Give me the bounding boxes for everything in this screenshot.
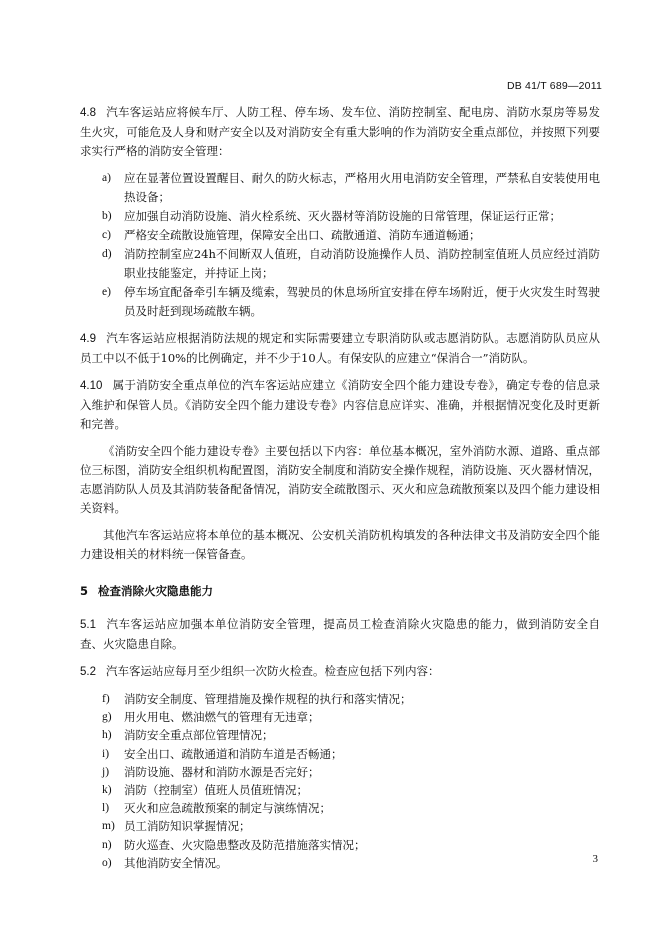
list-marker: e) (102, 286, 111, 298)
list-item (80, 854, 600, 872)
document-body (80, 103, 600, 880)
list-item (80, 726, 600, 744)
list-marker: g) (102, 711, 112, 724)
list-marker: l) (102, 802, 110, 815)
section-number: 5 (80, 584, 89, 598)
clause-4-9 (80, 329, 600, 368)
list-marker: j) (102, 765, 110, 778)
list-marker: i) (102, 747, 110, 760)
clause-5-2-list (80, 690, 600, 872)
list-item (80, 169, 600, 207)
clause-number: 5.2 (80, 666, 96, 678)
clause-5-2 (80, 662, 600, 682)
list-item-text: 消防（控制室）值班人员值班情况； (124, 783, 308, 798)
clause-5-1 (80, 615, 600, 654)
list-marker: k) (102, 784, 112, 797)
clause-number: 5.1 (80, 619, 96, 631)
list-item-text: 员工消防知识掌握情况； (124, 819, 251, 834)
clause-4-8-list (80, 169, 600, 321)
clause-4-10-paragraph-3: 其他汽车客运站应将本单位的基本概况、公安机关消防机构填发的各种法律文书及消防安全四个能力建设相关的材料统一保管备查。 (80, 528, 600, 561)
list-marker: b) (102, 210, 112, 222)
list-item (80, 836, 600, 854)
list-marker: h) (102, 729, 112, 742)
section-title: 检查消除火灾隐患能力 (98, 584, 214, 598)
list-item (80, 226, 600, 245)
clause-4-10 (80, 376, 600, 434)
list-item (80, 690, 600, 708)
list-marker: d) (102, 248, 112, 260)
clause-number: 4.8 (80, 107, 96, 119)
list-item-text: 灭火和应急疏散预案的制定与演练情况； (124, 801, 331, 816)
list-item (80, 283, 600, 321)
list-item-text: 停车场宜配备牵引车辆及缆索，驾驶员的休息场所宜安排在停车场附近，便于火灾发生时驾驶员及时赶到现场疏散车辆。 (124, 285, 600, 318)
list-item (80, 745, 600, 763)
clause-text: 汽车客运站应将候车厅、人防工程、停车场、发车位、消防控制室、配电房、消防水泵房等易发生火灾，可能危及人身和财产安全以及对消防安全有重大影响的作为消防安全重点部位，并按照下列要求实行严格的消防安全管理： (80, 105, 600, 158)
list-item-text: 严格安全疏散设施管理，保障安全出口、疏散通道、消防车通道畅通； (124, 228, 481, 242)
list-item (80, 207, 600, 226)
list-item (80, 245, 600, 283)
list-item-text: 消防控制室应24h不间断双人值班，自动消防设施操作人员、消防控制室值班人员应经过消防职业技能鉴定，并持证上岗； (124, 247, 600, 280)
list-item-text: 消防安全重点部位管理情况； (124, 728, 274, 743)
section-5-heading (80, 582, 600, 601)
list-item (80, 799, 600, 817)
list-item-text: 应加强自动消防设施、消火栓系统、灭火器材等消防设施的日常管理，保证运行正常； (124, 209, 561, 223)
list-item (80, 763, 600, 781)
list-marker: m) (102, 820, 115, 833)
clause-4-10-paragraph-2: 《消防安全四个能力建设专卷》主要包括以下内容：单位基本概况，室外消防水源、道路、重点部位三标图，消防安全组织机构配置图，消防安全制度和消防安全操作规程，消防设施、灭火器材情况，志愿消防队人员及其消防装备配备情况，消防安全疏散图示、灭火和应急疏散预案以及四个能力建设相关资料。 (80, 444, 600, 515)
list-marker: a) (102, 172, 111, 184)
list-item (80, 781, 600, 799)
page-number: 3 (592, 853, 598, 865)
list-item (80, 708, 600, 726)
clause-text: 属于消防安全重点单位的汽车客运站应建立《消防安全四个能力建设专卷》，确定专卷的信息录入维护和保管人员。《消防安全四个能力建设专卷》内容信息应详实、准确，并根据情况变化及时更新和完善。 (80, 378, 600, 431)
list-item-text: 应在显著位置设置醒目、耐久的防火标志，严格用火用电消防安全管理，严禁私自安装使用电热设备； (124, 171, 600, 204)
clause-text: 汽车客运站应加强本单位消防安全管理，提高员工检查消除火灾隐患的能力，做到消防安全自查、火灾隐患自除。 (80, 617, 600, 651)
list-marker: f) (102, 693, 110, 705)
list-marker: o) (102, 856, 112, 869)
list-item-text: 消防设施、器材和消防水源是否完好； (124, 764, 320, 779)
clause-number: 4.10 (80, 380, 103, 392)
clause-text: 汽车客运站应每月至少组织一次防火检查。检查应包括下列内容： (106, 664, 440, 678)
list-item-text: 用火用电、燃油燃气的管理有无违章； (124, 710, 320, 725)
list-item-text: 防火巡查、火灾隐患整改及防范措施落实情况； (124, 837, 366, 852)
clause-4-8 (80, 103, 600, 161)
list-item-text: 安全出口、疏散通道和消防车道是否畅通； (124, 746, 343, 761)
list-marker: n) (102, 838, 112, 851)
list-item-text: 消防安全制度、管理措施及操作规程的执行和落实情况； (124, 692, 412, 706)
clause-number: 4.9 (80, 333, 96, 345)
list-item-text: 其他消防安全情况。 (124, 855, 228, 870)
list-marker: c) (102, 229, 111, 241)
document-id-header: DB 41/T 689—2011 (506, 80, 602, 92)
list-item (80, 817, 600, 835)
clause-text: 汽车客运站应根据消防法规的规定和实际需要建立专职消防队或志愿消防队。志愿消防队员应从员工中以不低于10%的比例确定，并不少于10人。有保安队的应建立“保消合一”消防队。 (80, 331, 600, 365)
